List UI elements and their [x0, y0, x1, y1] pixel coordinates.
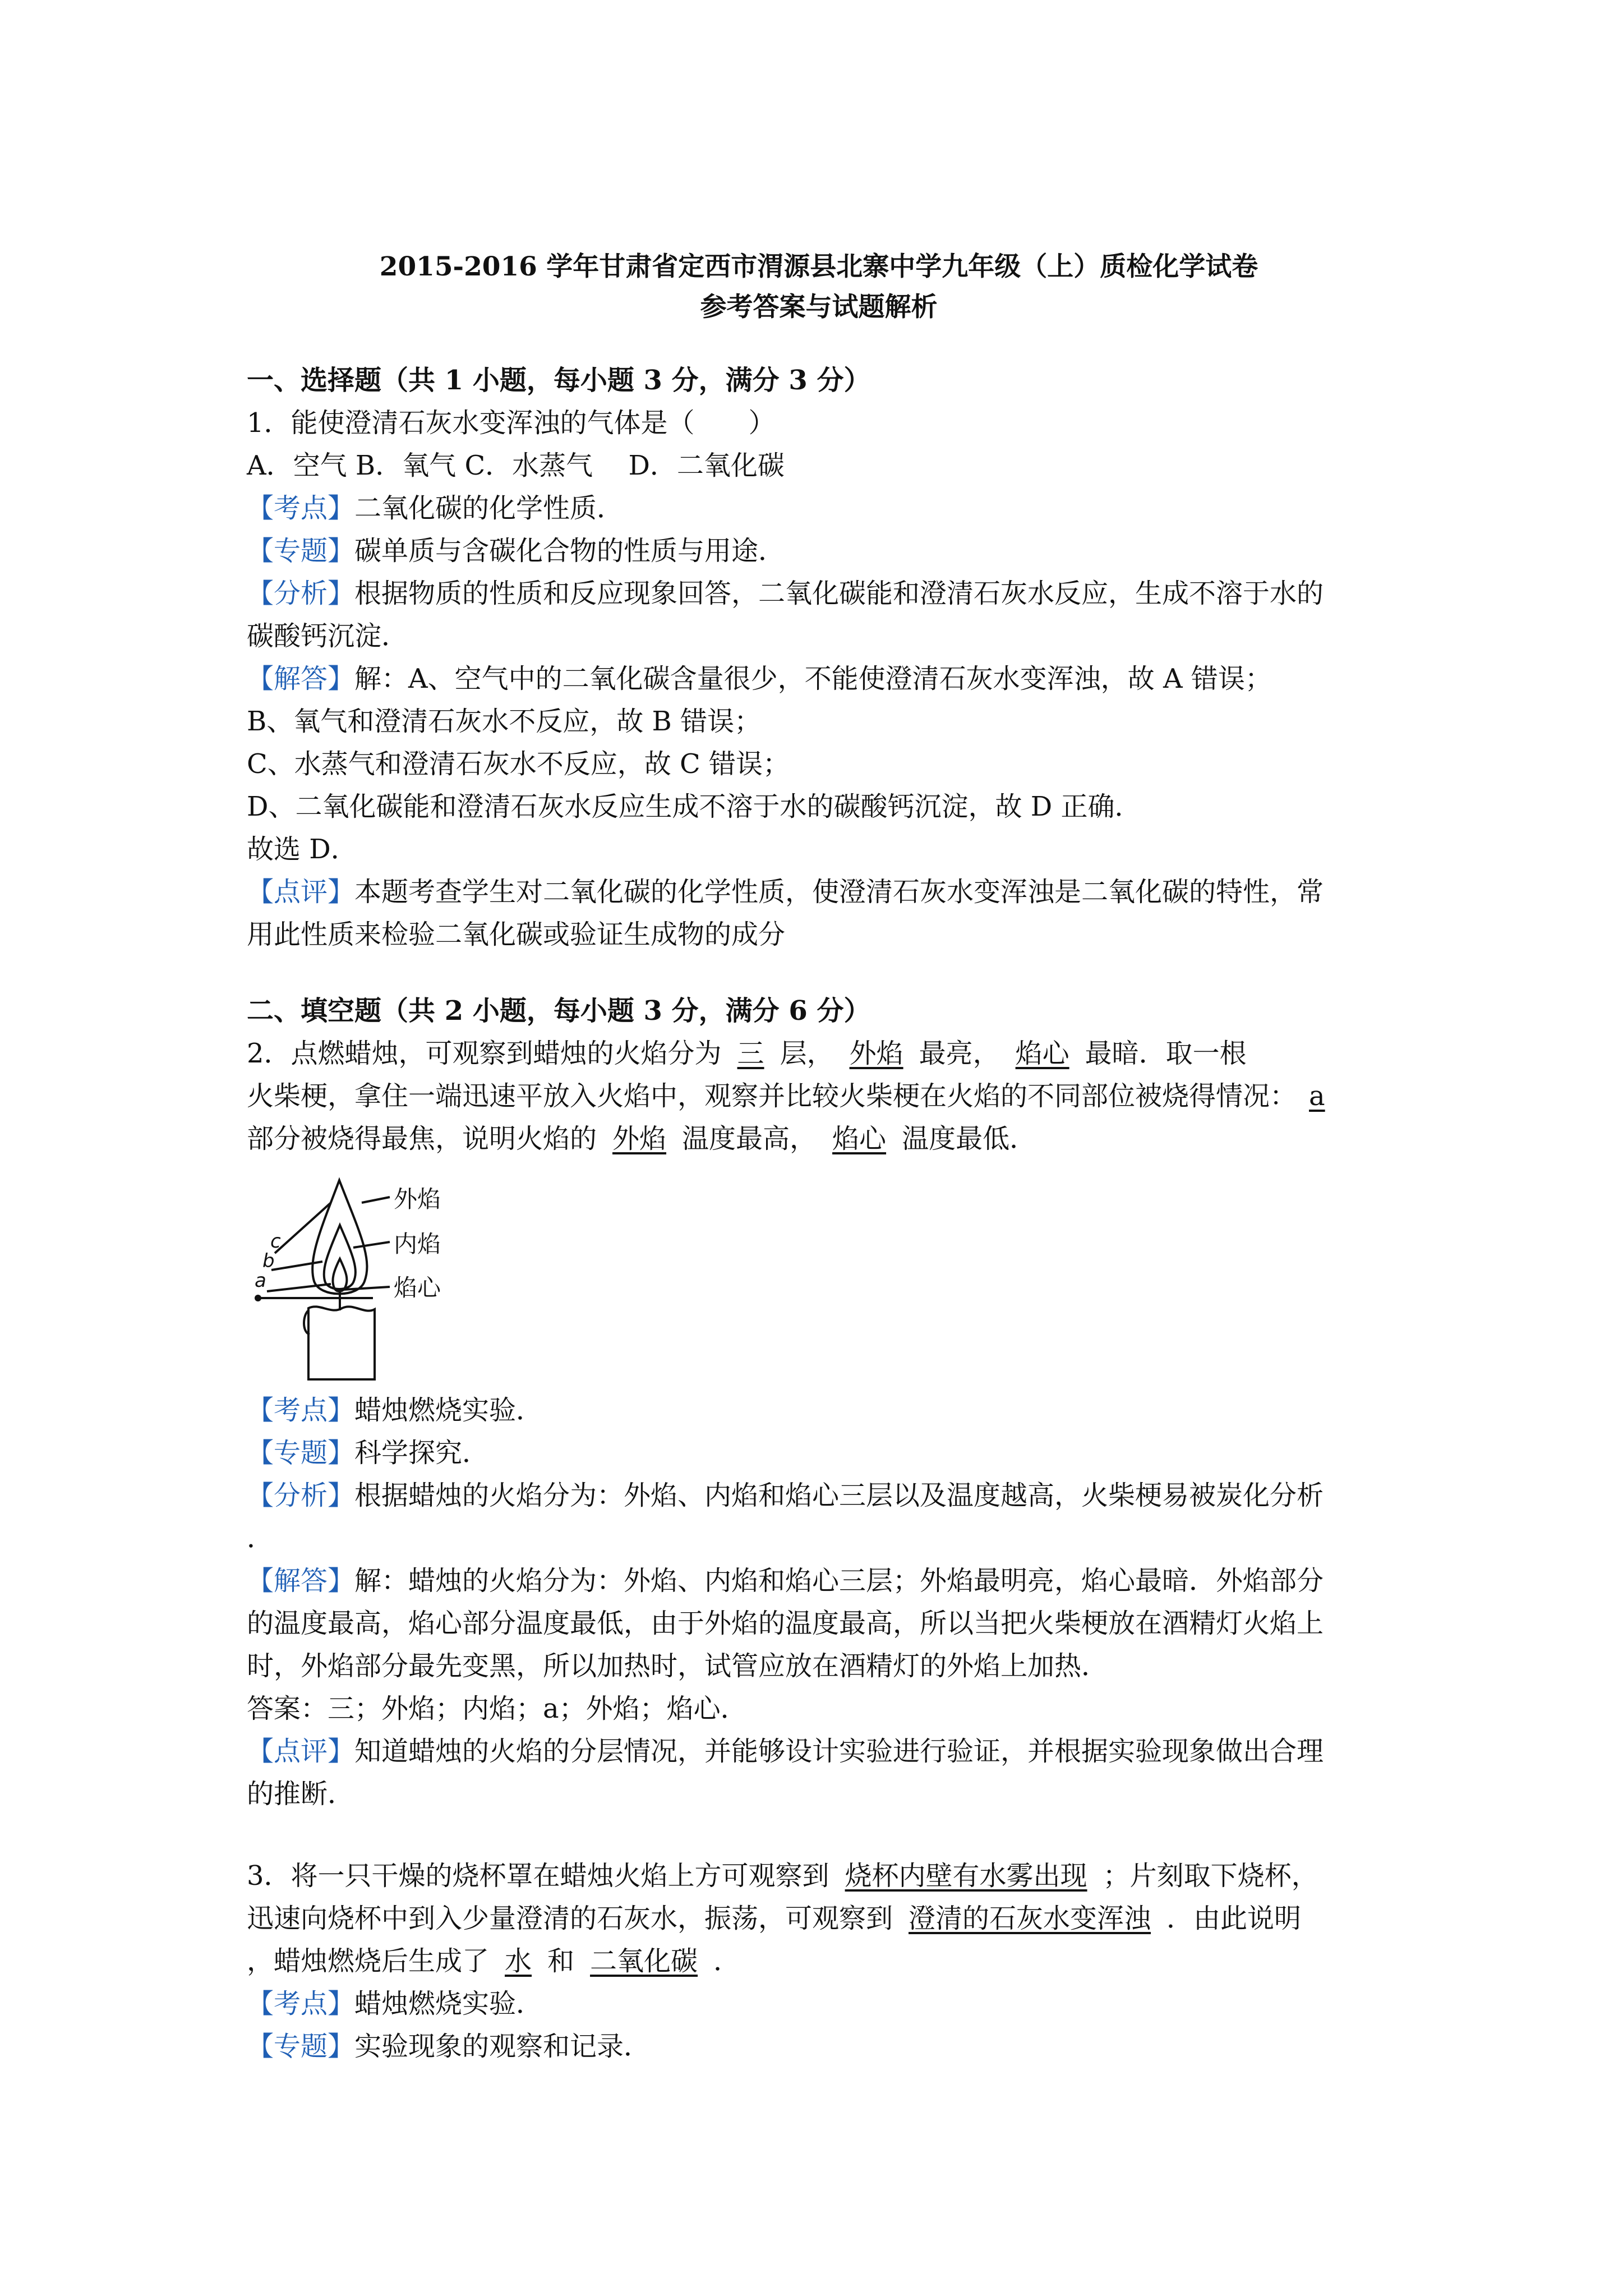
label-b: b	[262, 1250, 275, 1272]
label-outer-flame: 外焰	[394, 1185, 441, 1213]
candle-body	[308, 1306, 375, 1379]
flame-core-outline	[333, 1259, 347, 1291]
label-c: c	[270, 1230, 281, 1253]
q2-jieda-3: 时，外焰部分最先变黑，所以加热时，试管应放在酒精灯的外焰上加热．	[247, 1650, 1109, 1682]
q2-blank-5: 外焰	[612, 1123, 667, 1154]
q1-jieda: 【解答】解：A、空气中的二氧化碳含量很少，不能使澄清石灰水变浑浊，故 A 错误；	[247, 663, 1272, 694]
candle-flame-diagram	[247, 1163, 471, 1382]
q2-blank-4: a	[1309, 1080, 1325, 1112]
doc-title: 2015-2016 学年甘肃省定西市渭源县北寨中学九年级（上）质检化学试卷	[379, 251, 1258, 282]
label-a: a	[255, 1269, 266, 1292]
tag-fenxi: 【分析】	[247, 578, 355, 609]
q3-zhuanti: 【专题】实验现象的观察和记录．	[247, 2031, 651, 2062]
section-heading-fill: 二、填空题（共 2 小题，每小题 3 分，满分 6 分）	[247, 995, 871, 1027]
q3-line1: 3．将一只干燥的烧杯罩在蜡烛火焰上方可观察到 烧杯内壁有水雾出现 ；片刻取下烧杯，	[247, 1860, 1318, 1892]
tag-kaodian: 【考点】	[247, 493, 355, 524]
q3-blank-4: 二氧化碳	[590, 1945, 698, 1977]
q1-jieda-final: 故选 D．	[247, 834, 358, 865]
q3-kaodian: 【考点】蜡烛燃烧实验．	[247, 1988, 543, 2019]
outer-flame-outline	[312, 1180, 367, 1294]
tag-jieda: 【解答】	[247, 663, 355, 694]
q1-options: A．空气 B．氧气 C．水蒸气 D．二氧化碳	[247, 450, 785, 481]
q1-jieda-b: B、氧气和澄清石灰水不反应，故 B 错误；	[247, 706, 762, 737]
q1-jieda-d: D、二氧化碳能和澄清石灰水反应生成不溶于水的碳酸钙沉淀，故 D 正确．	[247, 791, 1142, 822]
q2-blank-6: 焰心	[832, 1123, 887, 1154]
q3-blank-2: 澄清的石灰水变浑浊	[909, 1903, 1151, 1934]
tag-dianping: 【点评】	[247, 876, 355, 908]
q1-dianping: 【点评】本题考查学生对二氧化碳的化学性质，使澄清石灰水变浑浊是二氧化碳的特性，常	[247, 876, 1324, 908]
q2-dianping-cont: 的推断．	[247, 1778, 355, 1810]
q3-blank-3: 水	[505, 1945, 532, 1977]
q2-blank-2: 外焰	[849, 1038, 903, 1069]
q1-kaodian: 【考点】二氧化碳的化学性质．	[247, 493, 624, 524]
q2-line2: 火柴梗，拿住一端迅速平放入火焰中，观察并比较火柴梗在火焰的不同部位被烧得情况： a	[247, 1075, 1391, 1117]
q2-answer: 答案：三；外焰；内焰；a；外焰；焰心．	[247, 1693, 748, 1724]
q1-jieda-c: C、水蒸气和澄清石灰水不反应，故 C 错误；	[247, 748, 790, 780]
q1-dianping-cont: 用此性质来检验二氧化碳或验证生成物的成分	[247, 919, 786, 950]
q2-fenxi: 【分析】根据蜡烛的火焰分为：外焰、内焰和焰心三层以及温度越高，火柴梗易被炭化分析	[247, 1480, 1324, 1511]
q2-zhuanti: 【专题】科学探究．	[247, 1437, 490, 1469]
q3-line3: ，蜡烛燃烧后生成了 水 和 二氧化碳 ．	[247, 1945, 741, 1977]
doc-subtitle: 参考答案与试题解析	[700, 292, 938, 323]
q2-line1: 2．点燃蜡烛，可观察到蜡烛的火焰分为 三 层， 外焰 最亮， 焰心 最暗．取一根	[247, 1038, 1247, 1069]
q2-line3: 部分被烧得最焦，说明火焰的 外焰 温度最高， 焰心 温度最低．	[247, 1123, 1037, 1154]
q2-kaodian: 【考点】蜡烛燃烧实验．	[247, 1395, 543, 1426]
q2-jieda-2: 的温度最高，焰心部分温度最低，由于外焰的温度最高，所以当把火柴梗放在酒精灯火焰上	[247, 1608, 1324, 1639]
q2-fenxi-cont: ．	[247, 1522, 274, 1554]
q1-fenxi-cont: 碳酸钙沉淀．	[247, 620, 409, 652]
q2-jieda: 【解答】解：蜡烛的火焰分为：外焰、内焰和焰心三层；外焰最明亮，焰心最暗．外焰部分	[247, 1565, 1324, 1596]
q2-blank-1: 三	[737, 1038, 764, 1069]
q2-blank-3: 焰心	[1015, 1038, 1069, 1069]
q2-dianping: 【点评】知道蜡烛的火焰的分层情况，并能够设计实验进行验证，并根据实验现象做出合理	[247, 1736, 1324, 1767]
document-page	[247, 247, 1391, 2068]
section-heading-choice: 一、选择题（共 1 小题，每小题 3 分，满分 3 分）	[247, 365, 871, 396]
label-inner-flame: 内焰	[394, 1230, 441, 1258]
label-flame-core: 焰心	[394, 1274, 441, 1301]
q3-blank-1: 烧杯内壁有水雾出现	[845, 1860, 1087, 1892]
q3-line2: 迅速向烧杯中到入少量澄清的石灰水，振荡，可观察到 澄清的石灰水变浑浊 ．由此说明	[247, 1903, 1302, 1934]
q1-fenxi: 【分析】根据物质的性质和反应现象回答，二氧化碳能和澄清石灰水反应，生成不溶于水的	[247, 578, 1324, 609]
tag-zhuanti: 【专题】	[247, 535, 355, 567]
q1-stem: 1．能使澄清石灰水变浑浊的气体是（ ）	[247, 407, 776, 439]
q1-zhuanti: 【专题】碳单质与含碳化合物的性质与用途．	[247, 535, 786, 567]
